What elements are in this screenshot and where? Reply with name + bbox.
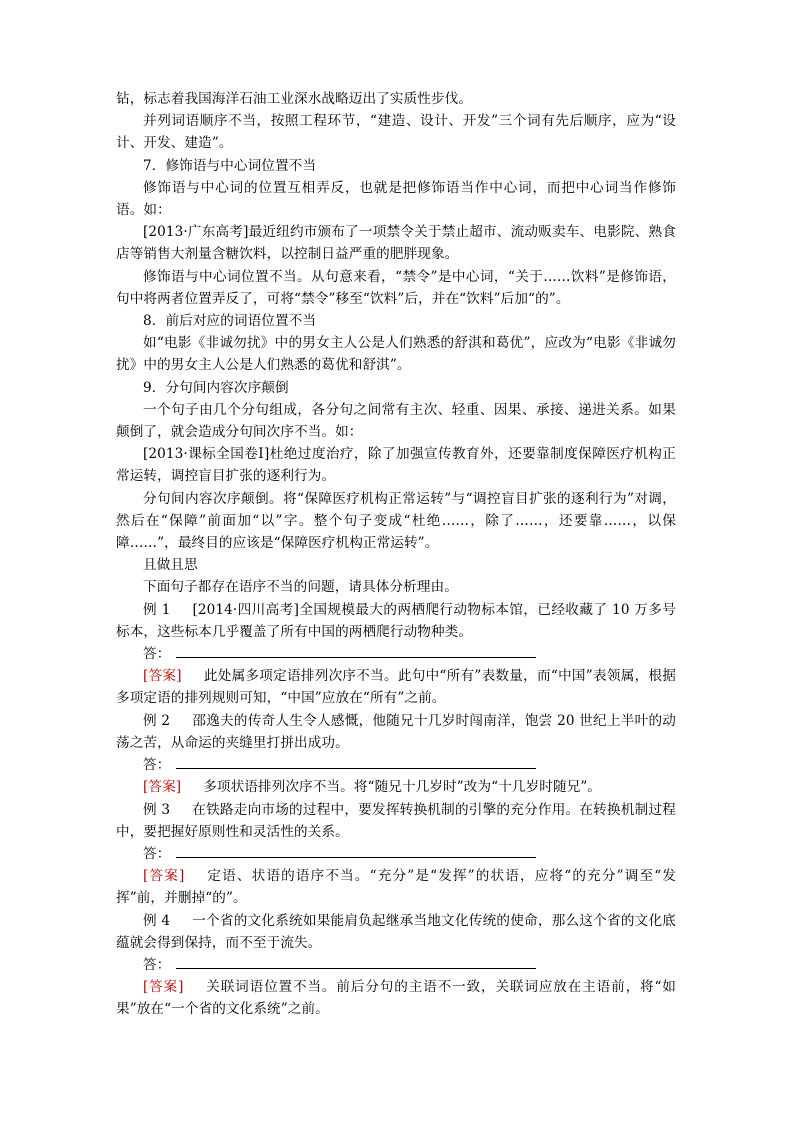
answer-tag: [答案] (143, 979, 184, 996)
answer-paragraph (116, 665, 676, 709)
paragraph: 分句间内容次序颠倒。将“保障医疗机构正常运转”与“调控盲目扩张的逐利行为”对调，然后在“保障”前面加“以”字。整个句子变成“杜绝……，除了……，还要靠……，以保障……”，最终目的应该是“保障医疗机构正常运转”。 (116, 490, 676, 552)
example-text: 一个省的文化系统如果能肩负起继承当地文化传统的使命，那么这个省的文化底蕴就会得到保持，而不至于流失。 (116, 912, 677, 951)
paragraph: 修饰语与中心词的位置互相弄反，也就是把修饰语当作中心词，而把中心词当作修饰语。如： (116, 179, 676, 219)
paragraph: 并列词语顺序不当，按照工程环节，“建造、设计、开发”三个词有先后顺序，应为“设计、开发、建造”。 (116, 113, 676, 152)
answer-label: 答： (143, 646, 171, 663)
paragraph: 如“电影《非诚勿扰》中的男女主人公是人们熟悉的舒淇和葛优”，应改为“电影《非诚勿扰》中的男女主人公是人们熟悉的葛优和舒淇”。 (116, 335, 676, 374)
paragraph: 一个句子由几个分句组成，各分句之间常有主次、轻重、因果、承接、递进关系。如果颠倒了，就会造成分句间次序不当。如： (116, 401, 676, 441)
answer-paragraph (116, 865, 676, 909)
answer-label: 答： (143, 845, 171, 862)
example-label: 例 2 (143, 712, 171, 729)
answer-row (116, 954, 676, 976)
answer-blank-line (176, 845, 536, 858)
example-text: [2014·四川高考]全国规模最大的两栖爬行动物标本馆，已经收藏了 10 万多号标本，这些标本几乎覆盖了所有中国的两栖爬行动物种类。 (116, 601, 676, 640)
example-sentence: [2013·课标全国卷Ⅰ]杜绝过度治疗，除了加强宣传教育外，还要靠制度保障医疗机构正常运转，调控盲目扩张的逐利行为。 (116, 446, 676, 485)
example-item (116, 799, 676, 843)
document-page (116, 88, 676, 1021)
answer-tag: [答案] (143, 668, 182, 685)
example-item (116, 910, 676, 954)
answer-text: 定语、状语的语序不当。“充分”是“发挥”的状语，应将“的充分”调至“发挥”前，并删掉“的”。 (116, 868, 676, 907)
section-heading: 且做且思 (143, 557, 198, 574)
answer-paragraph (116, 976, 676, 1020)
answer-text: 此处属多项定语排列次序不当。此句中“所有”表数量，而“中国”表领属，根据多项定语的排列规则可知，“中国”应放在“所有”之前。 (116, 668, 676, 707)
example-label: 例 1 (143, 601, 171, 618)
example-text: 邵逸夫的传奇人生令人感慨，他随兄十几岁时闯南洋，饱尝 20 世纪上半叶的动荡之苦，从命运的夹缝里打拼出成功。 (116, 712, 676, 751)
section-heading: 8．前后对应的词语位置不当 (143, 313, 317, 330)
paragraph: 修饰语与中心词位置不当。从句意来看，“禁令”是中心词，“关于……饮料”是修饰语，句中将两者位置弄反了，可将“禁令”移至“饮料”后，并在“饮料”后加“的”。 (116, 268, 676, 307)
example-item (116, 710, 676, 754)
answer-tag: [答案] (143, 779, 182, 796)
answer-row (116, 843, 676, 865)
example-label: 例 3 (143, 801, 171, 818)
answer-tag: [答案] (143, 868, 185, 885)
paragraph: 下面句子都存在语序不当的问题，请具体分析理由。 (143, 579, 458, 596)
answer-blank-line (176, 756, 536, 769)
example-label: 例 4 (143, 912, 171, 929)
section-heading: 9．分句间内容次序颠倒 (143, 379, 289, 396)
example-sentence: [2013·广东高考]最近纽约市颁布了一项禁令关于禁止超市、流动贩卖车、电影院、熟食店等销售大剂量含糖饮料，以控制日益严重的肥胖现象。 (116, 224, 676, 263)
answer-text: 关联词语位置不当。前后分句的主语不一致，关联词应放在主语前，将“如果”放在“一个省的文化系统”之前。 (116, 979, 676, 1018)
example-item (116, 599, 676, 643)
section-heading: 7．修饰语与中心词位置不当 (143, 157, 317, 174)
answer-row (116, 643, 676, 665)
answer-label: 答： (143, 956, 171, 973)
answer-blank-line (176, 645, 536, 658)
answer-blank-line (176, 956, 536, 969)
paragraph: 钻，标志着我国海洋石油工业深水战略迈出了实质性步伐。 (116, 91, 473, 107)
answer-paragraph (116, 776, 676, 798)
answer-label: 答： (143, 757, 171, 774)
example-text: 在铁路走向市场的过程中，要发挥转换机制的引擎的充分作用。在转换机制过程中，要把握好原则性和灵活性的关系。 (116, 801, 677, 840)
answer-text: 多项状语排列次序不当。将“随兄十几岁时”改为“十几岁时随兄”。 (203, 779, 602, 796)
answer-row (116, 754, 676, 776)
